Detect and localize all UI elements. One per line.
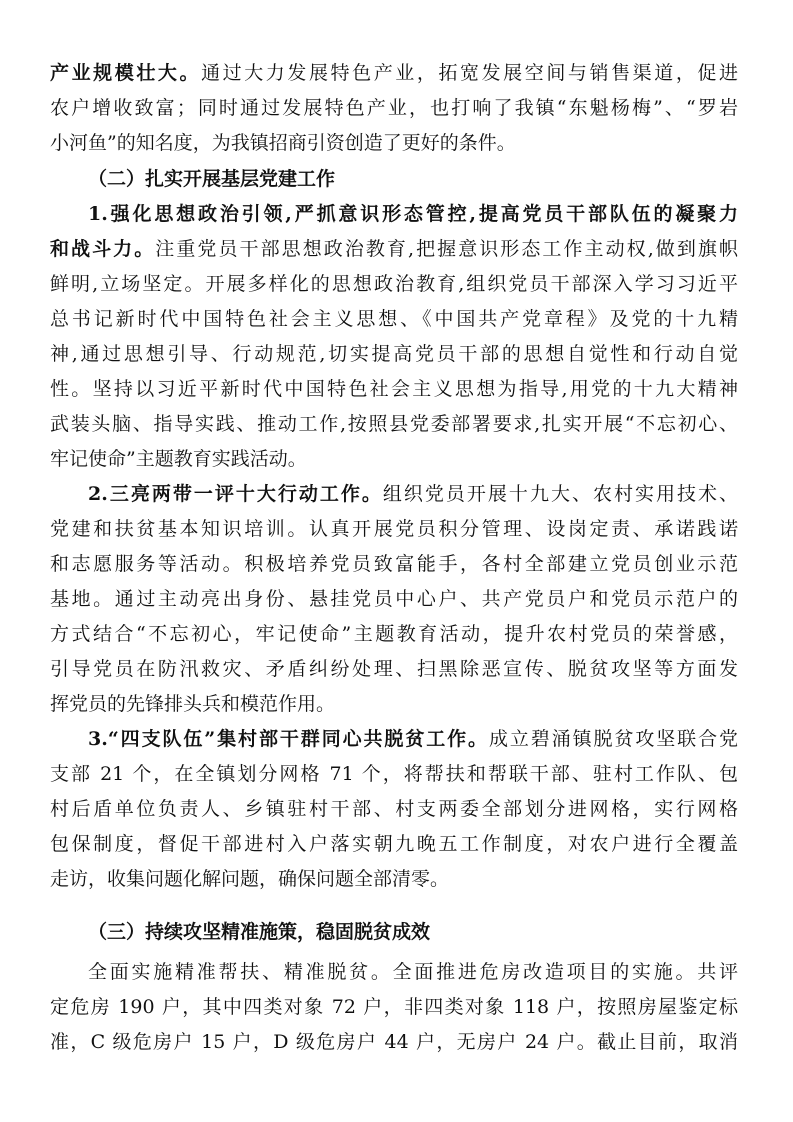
body-text: 成立碧涌镇脱贫攻坚联合党 — [488, 728, 738, 750]
body-text: 通过大力发展特色产业，拓宽发展空间与销售渠道，促进 — [201, 62, 738, 84]
paragraph-line: 引导党员在防汛救灾、矛盾纠纷处理、扫黑除恶宣传、脱贫攻坚等方面发 — [50, 658, 738, 680]
paragraph-line: 性。坚持以习近平新时代中国特色社会主义思想为指导,用党的十九大精神 — [50, 378, 738, 400]
paragraph-line: 农户增收致富；同时通过发展特色产业，也打响了我镇“东魁杨梅”、“罗岩 — [50, 97, 738, 119]
paragraph-line: 总书记新时代中国特色社会主义思想、《中国共产党章程》及党的十九精 — [50, 308, 738, 330]
paragraph-line: 方式结合“不忘初心，牢记使命”主题教育活动，提升农村党员的荣誉感， — [50, 623, 738, 645]
paragraph-line: 党建和扶贫基本知识培训。认真开展党员积分管理、设岗定责、承诺践诺 — [50, 518, 738, 540]
paragraph-line: 挥党员的先锋排头兵和模范作用。 — [50, 693, 336, 715]
paragraph-line: 牢记使命”主题教育实践活动。 — [50, 448, 307, 470]
subsection-title-end: 和战斗力。 — [50, 238, 156, 260]
paragraph-line: 支部 21 个，在全镇划分网格 71 个，将帮扶和帮联干部、驻村工作队、包 — [50, 763, 738, 785]
paragraph-line: 全面实施精准帮扶、精准脱贫。全面推进危房改造项目的实施。共评 — [88, 961, 738, 983]
paragraph-line — [50, 232, 738, 266]
paragraph-line — [88, 477, 738, 511]
paragraph-line — [88, 722, 738, 756]
subsection-title: 3.“四支队伍”集村部干群同心共脱贫工作。 — [88, 728, 489, 750]
paragraph-line: 小河鱼”的知名度，为我镇招商引资创造了更好的条件。 — [50, 132, 516, 154]
emphasis-text: 产业规模壮大。 — [50, 62, 202, 84]
paragraph-line — [50, 56, 738, 90]
body-text: 注重党员干部思想政治教育,把握意识形态工作主动权,做到旗帜 — [155, 238, 738, 260]
paragraph-line: 准，C 级危房户 15 户，D 级危房户 44 户，无房户 24 户。截止目前，取消 — [50, 1031, 738, 1053]
paragraph-line: 鲜明,立场坚定。开展多样化的思想政治教育,组织党员干部深入学习习近平 — [50, 273, 738, 295]
paragraph-line: 定危房 190 户，其中四类对象 72 户，非四类对象 118 户，按照房屋鉴定标 — [50, 996, 738, 1018]
subsection-title: 2.三亮两带一评十大行动工作。 — [88, 483, 383, 505]
body-text: 组织党员开展十九大、农村实用技术、 — [382, 483, 738, 505]
paragraph-line: 神,通过思想引导、行动规范,切实提高党员干部的思想自觉性和行动自觉 — [50, 343, 738, 365]
paragraph-line: 走访，收集问题化解问题，确保问题全部清零。 — [50, 868, 450, 890]
paragraph-line: 基地。通过主动亮出身份、悬挂党员中心户、共产党员户和党员示范户的 — [50, 588, 738, 610]
paragraph-line: 包保制度，督促干部进村入户落实朝九晚五工作制度，对农户进行全覆盖 — [50, 833, 738, 855]
paragraph-line: 村后盾单位负责人、乡镇驻村干部、村支两委全部划分进网格，实行网格 — [50, 798, 738, 820]
paragraph-line: 和志愿服务等活动。积极培养党员致富能手，各村全部建立党员创业示范 — [50, 553, 738, 575]
subsection-title: 1.强化思想政治引领,严抓意识形态管控,提高党员干部队伍的凝聚力 — [88, 203, 738, 225]
paragraph-line: 武装头脑、指导实践、推动工作,按照县党委部署要求,扎实开展“不忘初心、 — [50, 413, 738, 435]
section-heading: （三）持续攻坚精准施策，稳固脱贫成效 — [88, 921, 431, 943]
section-heading: （二）扎实开展基层党建工作 — [88, 168, 336, 190]
